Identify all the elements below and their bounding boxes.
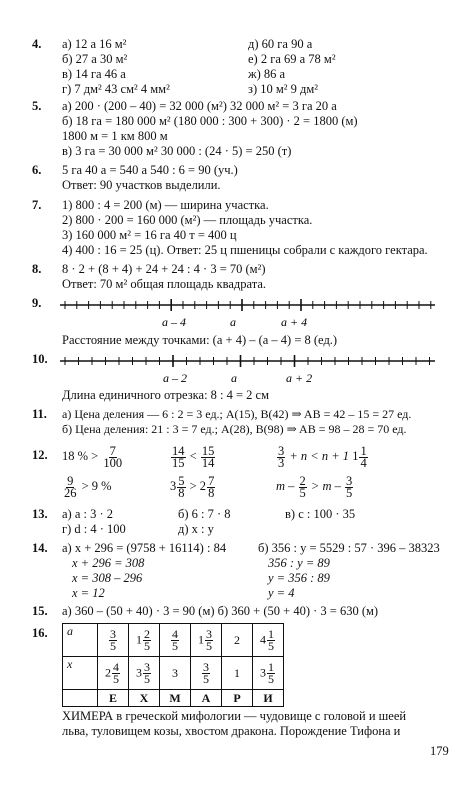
problem-7-number: 7. <box>32 198 42 212</box>
p14-right-3: y = 356 : 89 <box>268 571 330 585</box>
problem-5-number: 5. <box>32 99 42 113</box>
p12-a <box>62 442 124 470</box>
problem-9-number: 9. <box>32 296 42 310</box>
p13-d: д) x : y <box>178 522 214 536</box>
table-row-x <box>63 657 284 690</box>
table-row-a <box>63 624 284 657</box>
p4-v: в) 14 га 46 а <box>62 67 126 81</box>
p8-line-1: 8 · 2 + (8 + 4) + 24 + 24 : 4 · 3 = 70 (м²) <box>62 262 266 276</box>
p12-f: m – $\frac{2}{5}$ > m – $\frac{3}{5}$ <box>276 473 353 500</box>
p8-line-2: Ответ: 70 м² общая площадь квадрата. <box>62 277 267 291</box>
row-x-cell-6: 3 $\frac{1}{5}$ <box>253 657 284 690</box>
p12-a-left: 18 % > <box>62 449 99 463</box>
p11-line-1: а) Цена деления — 6 : 2 = 3 ед.; A(15), B(42) ⇒ AB = 42 – 15 = 27 ед. <box>62 407 412 421</box>
p4-a: а) 12 а 16 м² <box>62 37 127 51</box>
problem-11-number: 11. <box>32 407 47 421</box>
p14-right-1: б) 356 : y = 5529 : 57 · 396 – 38323 <box>258 541 440 555</box>
p5-line-2: б) 18 га = 180 000 м² (180 000 : 300 + 300) · 2 = 1800 (м) <box>62 114 358 128</box>
p4-e: е) 2 га 69 а 78 м² <box>248 52 336 66</box>
p10-text: Длина единичного отрезка: 8 : 4 = 2 см <box>62 388 270 402</box>
problem-4-number: 4. <box>32 37 42 51</box>
problem-6-number: 6. <box>32 163 42 177</box>
p13-v: в) c : 100 · 35 <box>285 507 356 521</box>
row-x-cell-3: 3 <box>160 657 191 690</box>
row-x-header: x <box>63 657 98 690</box>
nl10-label-a-minus-2: a – 2 <box>163 371 187 385</box>
row-x-cell-1: 2 $\frac{4}{5}$ <box>98 657 129 690</box>
row-a-cell-2: 1 $\frac{2}{5}$ <box>129 624 160 657</box>
p7-line-1: 1) 800 : 4 = 200 (м) — ширина участка. <box>62 198 269 212</box>
row-a-cell-4: 1 $\frac{3}{5}$ <box>191 624 222 657</box>
letter-4: А <box>191 690 222 707</box>
p4-g: г) 7 дм² 43 см² 4 мм² <box>62 82 170 96</box>
nl10-label-a-plus-2: a + 2 <box>286 371 313 385</box>
p12-d: $\frac{9}{26}$ > 9 % <box>64 473 112 500</box>
row-x-cell-5: 1 <box>222 657 253 690</box>
table-row-letters <box>63 690 284 707</box>
p12-c: $\frac{3}{3}$ + n < n + 1 1 $\frac{1}{4}$ <box>278 443 367 470</box>
letter-6: И <box>253 690 284 707</box>
p13-g: г) d : 4 · 100 <box>62 522 126 536</box>
p14-left-4: x = 12 <box>72 586 105 600</box>
number-line-9 <box>55 296 440 330</box>
problem-15-number: 15. <box>32 604 48 618</box>
letter-1: Е <box>98 690 129 707</box>
p14-left-2: x + 296 = 308 <box>72 556 145 570</box>
letter-5: Р <box>222 690 253 707</box>
p9-text: Расстояние между точками: (a + 4) – (a – 4) = 8 (ед.) <box>62 333 338 347</box>
row-a-cell-3: $\frac{4}{5}$ <box>160 624 191 657</box>
page-number: 179 <box>430 744 449 758</box>
p5-line-1: а) 200 · (200 – 40) = 32 000 (м²) 32 000 м² = 3 га 20 а <box>62 99 337 113</box>
p4-d: д) 60 га 90 а <box>248 37 313 51</box>
row-a-cell-6: 4 $\frac{1}{5}$ <box>253 624 284 657</box>
problem-10-number: 10. <box>32 352 48 366</box>
p12-a-fraction: $\frac{7}{100}$ <box>103 443 123 470</box>
p6-line-1: 5 га 40 а = 540 а 540 : 6 = 90 (уч.) <box>62 163 238 177</box>
letter-2: Х <box>129 690 160 707</box>
number-line-10 <box>55 352 440 386</box>
p7-line-2: 2) 800 · 200 = 160 000 (м²) — площадь участка. <box>62 213 313 227</box>
problem-14-number: 14. <box>32 541 48 555</box>
p4-zh: ж) 86 а <box>248 67 286 81</box>
nl10-label-a: a <box>231 371 237 385</box>
problem-16-number: 16. <box>32 626 48 640</box>
nl9-label-a-minus-4: a – 4 <box>162 315 186 329</box>
nl9-label-a: a <box>230 315 236 329</box>
p16-text-2: льва, туловищем козы, хвостом дракона. Порождение Тифона и <box>62 724 401 738</box>
p14-left-3: x = 308 – 296 <box>72 571 143 585</box>
p7-line-4: 4) 400 : 16 = 25 (ц). Ответ: 25 ц пшеницы собрали с каждого гектара. <box>62 243 428 257</box>
problem-8-number: 8. <box>32 262 42 276</box>
p15-line: а) 360 – (50 + 40) · 3 = 90 (м) б) 360 + (50 + 40) · 3 = 630 (м) <box>62 604 379 618</box>
p13-a: а) a : 3 · 2 <box>62 507 114 521</box>
p14-right-2: 356 : y = 89 <box>268 556 330 570</box>
nl9-label-a-plus-4: a + 4 <box>281 315 308 329</box>
problem-13-number: 13. <box>32 507 48 521</box>
row-a-cell-5: 2 <box>222 624 253 657</box>
problem-16-table <box>62 623 284 707</box>
p5-line-3: 1800 м = 1 км 800 м <box>62 129 168 143</box>
p13-b: б) 6 : 7 · 8 <box>178 507 231 521</box>
p12-e: 3 $\frac{5}{8}$ > 2 $\frac{7}{8}$ <box>170 473 215 500</box>
row-a-header: a <box>63 624 98 657</box>
p4-b: б) 27 а 30 м² <box>62 52 128 66</box>
p12-b: $\frac{14}{15}$ < $\frac{15}{14}$ <box>172 443 215 470</box>
p4-z: з) 10 м² 9 дм² <box>248 82 319 96</box>
p6-line-2: Ответ: 90 участков выделили. <box>62 178 221 192</box>
row-x-cell-2: 3 $\frac{3}{5}$ <box>129 657 160 690</box>
row-x-cell-4: $\frac{3}{5}$ <box>191 657 222 690</box>
letter-3: М <box>160 690 191 707</box>
p14-left-1: а) x + 296 = (9758 + 16114) : 84 <box>62 541 227 555</box>
p16-text-1: ХИМЕРА в греческой мифологии — чудовище с головой и шеей <box>62 709 407 723</box>
p11-line-2: б) Цена деления: 21 : 3 = 7 ед.; A(28), B(98) ⇒ AB = 98 – 28 = 70 ед. <box>62 422 407 436</box>
row-a-cell-1: $\frac{3}{5}$ <box>98 624 129 657</box>
p7-line-3: 3) 160 000 м² = 16 га 40 т = 400 ц <box>62 228 237 242</box>
p14-right-4: y = 4 <box>268 586 295 600</box>
problem-12-number: 12. <box>32 448 48 462</box>
p5-line-4: в) 3 га = 30 000 м² 30 000 : (24 · 5) = 250 (т) <box>62 144 292 158</box>
